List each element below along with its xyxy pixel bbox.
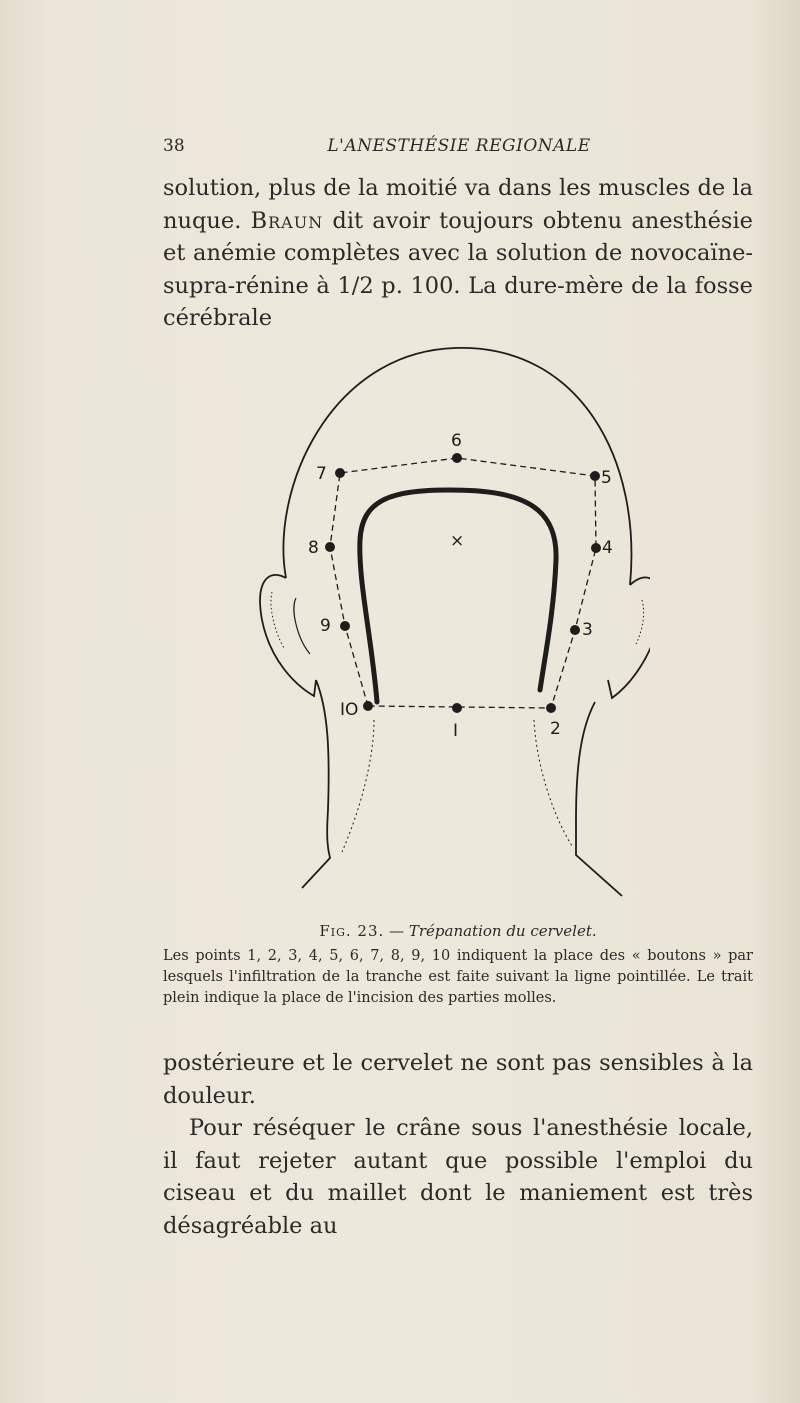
label-point-9: 9 bbox=[320, 616, 331, 636]
incision-line bbox=[360, 490, 556, 702]
paragraph-1 bbox=[163, 172, 753, 335]
author-name: Braun bbox=[250, 207, 324, 234]
left-ear-hatch bbox=[271, 592, 284, 648]
label-point-2: 2 bbox=[550, 719, 561, 739]
paragraph-3: Pour réséquer le crâne sous l'anesthésie locale, il faut rejeter autant que possible l'emploi du ciseau et du maillet dont le maniement est très désagréable au bbox=[163, 1115, 753, 1239]
right-ear-hatch bbox=[636, 600, 644, 644]
figure-23 bbox=[250, 340, 650, 900]
figure-number: Fig. 23. bbox=[319, 922, 385, 940]
label-point-1: I bbox=[453, 721, 459, 741]
left-ear-inner bbox=[294, 598, 310, 654]
point-6 bbox=[452, 453, 462, 463]
figure-title: Trépanation du cervelet. bbox=[408, 922, 597, 940]
page-header bbox=[163, 136, 755, 164]
label-point-4: 4 bbox=[602, 538, 613, 558]
label-point-8: 8 bbox=[308, 538, 319, 558]
paragraph-1-start: solution, plus de la moitié va dans les muscles de la nuque. bbox=[163, 175, 753, 234]
figure-caption-text: Les points 1, 2, 3, 4, 5, 6, 7, 8, 9, 10 indiquent la place des « boutons » par lesquels l'infiltration de la tranche est faite suivant la ligne pointillée. Le trait plein indique la place de l'incision des parties molles. bbox=[163, 948, 753, 1006]
point-10 bbox=[363, 701, 373, 711]
point-9 bbox=[340, 621, 350, 631]
label-point-10: IO bbox=[340, 700, 359, 720]
running-title: L'ANESTHÉSIE REGIONALE bbox=[327, 136, 591, 156]
paragraph-2: postérieure et le cervelet ne sont pas sensibles à la douleur. bbox=[163, 1050, 753, 1109]
point-1 bbox=[452, 703, 462, 713]
left-ear bbox=[260, 575, 316, 696]
page-number: 38 bbox=[163, 136, 185, 156]
point-5 bbox=[590, 471, 600, 481]
label-point-7: 7 bbox=[316, 464, 327, 484]
neck-right bbox=[576, 702, 622, 896]
paragraph-1-end: dit avoir toujours obtenu anesthésie et anémie complètes avec la solution de novocaïne-supra-rénine à 1/2 p. 100. La dure-mère de la fosse cérébrale bbox=[163, 207, 753, 331]
neck-muscle-left bbox=[342, 720, 374, 852]
point-2 bbox=[546, 703, 556, 713]
caption-dash: — bbox=[384, 922, 409, 940]
point-3 bbox=[570, 625, 580, 635]
head-diagram bbox=[250, 340, 650, 900]
point-7 bbox=[335, 468, 345, 478]
figure-caption-title bbox=[163, 922, 753, 940]
point-4 bbox=[591, 543, 601, 553]
label-point-3: 3 bbox=[582, 620, 593, 640]
label-point-6: 6 bbox=[451, 431, 462, 451]
label-point-5: 5 bbox=[601, 468, 612, 488]
point-8 bbox=[325, 542, 335, 552]
right-ear bbox=[608, 577, 650, 698]
center-mark: × bbox=[450, 531, 465, 551]
neck-left bbox=[302, 680, 330, 888]
